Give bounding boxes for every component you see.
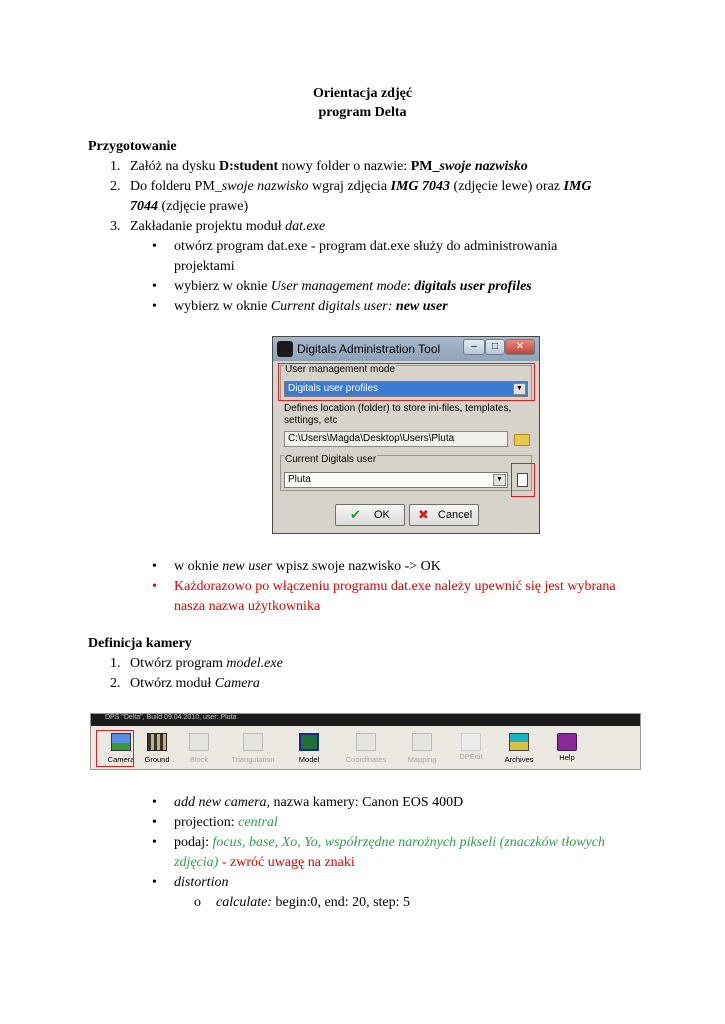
bullet-glyph: • [152,815,157,830]
dps-delta-toolbar [90,713,641,770]
bullet-text: w oknie new user wpisz swoje nazwisko -> OK [174,559,441,574]
current-user-label: Current Digitals user [285,454,377,465]
dialog-title: Digitals Administration Tool [297,342,441,356]
checkmark-icon: ✔ [350,507,361,522]
app-icon [277,341,293,357]
digitals-admin-dialog [272,336,540,534]
tool-help[interactable] [541,730,593,768]
cancel-button[interactable] [409,504,479,526]
section-heading-definicja-kamery: Definicja kamery [88,636,192,651]
help-book-icon [557,733,577,751]
list-item-text: Otwórz moduł Camera [130,676,260,691]
ok-button[interactable] [335,504,405,526]
list-item-text: Do folderu PM_swoje nazwisko wgraj zdjęcia IMG 7043 (zdjęcie lewe) oraz IMG [130,179,592,194]
chevron-down-icon[interactable]: ▼ [493,474,506,486]
location-description: Defines location (folder) to store ini-files, templates, [284,403,512,414]
tool-label: Archives [504,755,534,764]
bullet-text: wybierz w oknie User management mode: digitals user profiles [174,279,532,294]
bullet-glyph: • [152,559,157,574]
bullet-text: projektami [174,259,235,274]
list-item-text: Załóż na dysku D:student nowy folder o nazwie: PM_swoje nazwisko [130,159,528,174]
sub-bullet-glyph: o [194,895,201,910]
tool-dpedit[interactable] [445,730,497,768]
mapping-icon [412,733,432,751]
bullet-glyph: • [152,875,157,890]
toolbar-titlebar [91,714,640,726]
location-path-field[interactable] [284,431,508,447]
bullet-glyph: • [152,299,157,314]
tool-label: Help [559,753,575,762]
doc-title-line2: program Delta [318,105,407,120]
user-mode-label: User management mode [285,364,396,375]
tool-label: DPEdit [459,752,483,761]
close-button[interactable]: ✕ [505,339,535,355]
tool-triangulation[interactable] [227,730,279,768]
ok-label: OK [374,509,390,521]
doc-title-line1: Orientacja zdjęć [312,86,413,101]
location-path-value: C:\Users\Magda\Desktop\Users\Pluta [288,433,455,444]
list-item-text: Otwórz program model.exe [130,656,283,671]
minimize-button[interactable]: – [463,339,485,355]
tool-coordinates[interactable] [340,730,392,768]
folder-icon[interactable] [514,434,530,446]
dpedit-icon [461,733,481,751]
triangulation-icon [243,733,263,751]
bullet-glyph: • [152,835,157,850]
tool-mapping[interactable] [396,730,448,768]
cancel-x-icon: ✖ [418,507,429,522]
ground-icon [147,733,167,751]
tool-block[interactable] [173,730,225,768]
tool-label: Ground [144,755,170,764]
toolbar-title: DPS "Delta", Build 09.04.2010, user: Pluta [105,714,237,721]
location-description: settings, etc [284,415,338,426]
dialog-titlebar [273,337,539,361]
coordinates-icon [356,733,376,751]
chevron-down-icon[interactable]: ▼ [513,383,526,395]
tool-label: Coordinates [345,755,387,764]
list-number: 2. [110,179,121,194]
list-item-text: 7044 (zdjęcie prawe) [130,199,249,214]
highlight-box [511,463,535,497]
bullet-glyph: • [152,239,157,254]
tool-label: Model [298,755,320,764]
bullet-text: distortion [174,875,229,890]
tool-archives[interactable] [493,730,545,768]
warning-text: nasza nazwa użytkownika [174,599,321,614]
bullet-text: podaj: focus, base, Xo, Yo, współrzędne narożnych pikseli (znaczków tłowych [174,835,605,850]
highlight-box [96,730,134,767]
bullet-glyph: • [152,795,157,810]
user-mode-value: Digitals user profiles [288,383,379,394]
bullet-text: add new camera, nazwa kamery: Canon EOS 400D [174,795,464,810]
list-number: 3. [110,219,121,234]
cancel-label: Cancel [438,509,473,521]
warning-text: Każdorazowo po włączeniu programu dat.exe należy upewnić się jest wybrana [174,579,616,594]
bullet-text: zdjęcia) - zwróć uwagę na znaki [174,855,355,870]
list-item-text: Zakładanie projektu moduł dat.exe [130,219,326,234]
section-heading-przygotowanie: Przygotowanie [88,139,177,154]
bullet-text: calculate: begin:0, end: 20, step: 5 [216,895,411,910]
tool-model[interactable] [283,730,335,768]
list-number: 1. [110,159,121,174]
list-number: 1. [110,656,121,671]
current-user-value: Pluta [288,474,311,485]
tool-label: Mapping [407,755,437,764]
bullet-text: wybierz w oknie Current digitals user: new user [174,299,448,314]
bullet-text: otwórz program dat.exe - program dat.exe służy do administrowania [174,239,558,254]
model-icon [299,733,319,751]
highlight-box [278,363,535,401]
bullet-glyph: • [152,279,157,294]
list-number: 2. [110,676,121,691]
block-icon [189,733,209,751]
bullet-text: projection: central [174,815,278,830]
maximize-button[interactable]: □ [485,339,505,355]
bullet-glyph: • [152,579,157,594]
current-user-combo[interactable] [284,472,508,488]
archives-icon [509,733,529,751]
tool-label: Block [189,755,209,764]
tool-label: Camera [107,755,135,764]
tool-label: Triangulation [231,755,275,764]
